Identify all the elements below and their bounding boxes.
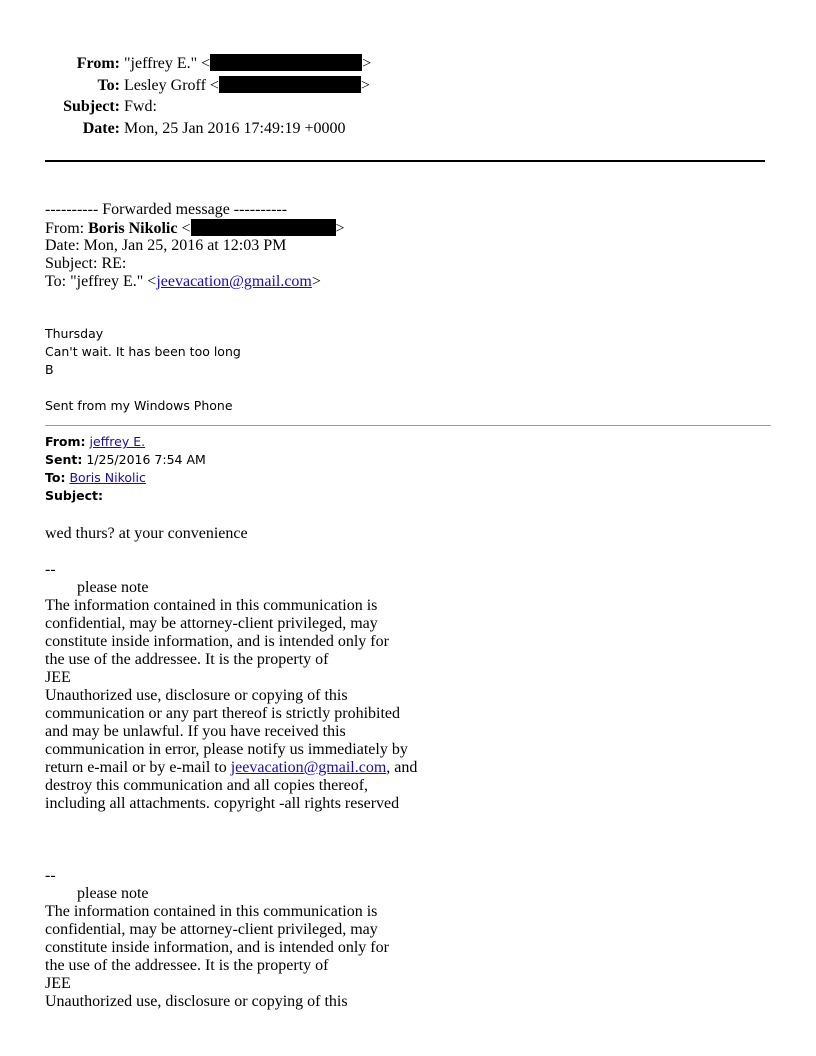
forwarded-from-line: [45, 219, 345, 237]
original-from-line: [45, 433, 206, 451]
header-to-close: >: [360, 77, 370, 94]
forwarded-from-close: >: [335, 220, 345, 237]
disclaimer-dashes: --: [45, 561, 56, 578]
disclaimer-line: and may be unlawful. If you have received this: [45, 723, 346, 740]
header-date-value: Mon, 25 Jan 2016 17:49:19 +0000: [124, 120, 346, 137]
reply-divider: [45, 425, 771, 426]
reply-spacer: [45, 379, 241, 397]
original-to-link[interactable]: Boris Nikolic: [69, 470, 146, 485]
forwarded-from-prefix: From:: [45, 220, 89, 237]
header-to-label: To:: [97, 77, 120, 94]
header-from-label: From:: [76, 55, 120, 72]
disclaimer-line: The information contained in this communication is: [45, 903, 378, 920]
forwarded-to-suffix: >: [311, 273, 321, 290]
header-divider: [45, 160, 765, 162]
header-subject-value: Fwd:: [124, 98, 157, 115]
disclaimer-line: Unauthorized use, disclosure or copying of this: [45, 993, 348, 1010]
disclaimer-email-link[interactable]: jeevacation@gmail.com: [230, 759, 387, 776]
disclaimer-line: JEE: [45, 975, 71, 992]
reply-line: Can't wait. It has been too long: [45, 344, 241, 359]
forwarded-date-line: Date: Mon, Jan 25, 2016 at 12:03 PM: [45, 237, 287, 254]
disclaimer-note: please note: [77, 579, 149, 596]
header-from-row: [45, 54, 371, 73]
disclaimer-1: [45, 561, 417, 813]
forwarded-banner: ---------- Forwarded message ----------: [45, 201, 288, 218]
original-subject-label: Subject:: [45, 488, 103, 503]
disclaimer-line: confidential, may be attorney-client privileged, may: [45, 921, 378, 938]
disclaimer-2: [45, 867, 389, 1011]
original-to-label: To:: [45, 470, 66, 485]
header-subject-label: Subject:: [63, 98, 120, 115]
disclaimer-note: please note: [77, 885, 149, 902]
disclaimer-line: Unauthorized use, disclosure or copying of this: [45, 687, 348, 704]
redacted-email: [219, 76, 361, 93]
redacted-email: [210, 54, 362, 71]
original-from-link[interactable]: jeffrey E.: [89, 434, 146, 449]
original-from-label: From:: [45, 434, 86, 449]
reply-signature: Sent from my Windows Phone: [45, 398, 233, 413]
disclaimer-line: communication or any part thereof is strictly prohibited: [45, 705, 401, 722]
disclaimer-dashes: --: [45, 867, 56, 884]
forwarded-subject-line: Subject: RE:: [45, 255, 127, 272]
disclaimer-line: constitute inside information, and is intended only for: [45, 939, 389, 956]
header-date-label: Date:: [82, 120, 120, 137]
disclaimer-line: destroy this communication and all copies thereof,: [45, 777, 369, 794]
disclaimer-line: constitute inside information, and is intended only for: [45, 633, 389, 650]
forwarded-block: [45, 201, 345, 291]
disclaimer-line: The information contained in this communication is: [45, 597, 378, 614]
header-date-row: [45, 120, 345, 138]
original-sent-line: [45, 451, 206, 469]
forwarded-to-email-link[interactable]: jeevacation@gmail.com: [156, 273, 312, 290]
disclaimer-line: JEE: [45, 669, 71, 686]
disclaimer-line: including all attachments. copyright -all rights reserved: [45, 795, 400, 812]
disclaimer-email-pre: return e-mail or by e-mail to: [45, 759, 231, 776]
forwarded-from-open: <: [177, 220, 191, 237]
original-body: wed thurs? at your convenience: [45, 525, 248, 542]
forwarded-from-name: Boris Nikolic: [88, 220, 178, 237]
redacted-email: [191, 219, 336, 236]
header-to-value: Lesley Groff <: [124, 77, 219, 94]
header-from-value: "jeffrey E." <: [124, 55, 211, 72]
disclaimer-email-line: [45, 759, 417, 777]
disclaimer-line: the use of the addressee. It is the property of: [45, 957, 329, 974]
header-subject-row: [45, 98, 157, 116]
header-to-row: [45, 76, 370, 95]
original-sent-label: Sent:: [45, 452, 83, 467]
reply-line: Thursday: [45, 326, 104, 341]
forwarded-to-line: [45, 273, 345, 291]
header-from-close: >: [362, 55, 372, 72]
disclaimer-line: the use of the addressee. It is the property of: [45, 651, 329, 668]
reply-body: [45, 325, 241, 415]
forwarded-to-prefix: To: "jeffrey E." <: [45, 273, 157, 290]
disclaimer-email-post: , and: [386, 759, 418, 776]
disclaimer-line: communication in error, please notify us immediately by: [45, 741, 408, 758]
original-header: [45, 433, 206, 505]
original-to-line: [45, 469, 206, 487]
disclaimer-line: confidential, may be attorney-client privileged, may: [45, 615, 378, 632]
original-subject-line: [45, 487, 206, 505]
original-sent-value: 1/25/2016 7:54 AM: [86, 452, 206, 467]
reply-line: B: [45, 362, 54, 377]
